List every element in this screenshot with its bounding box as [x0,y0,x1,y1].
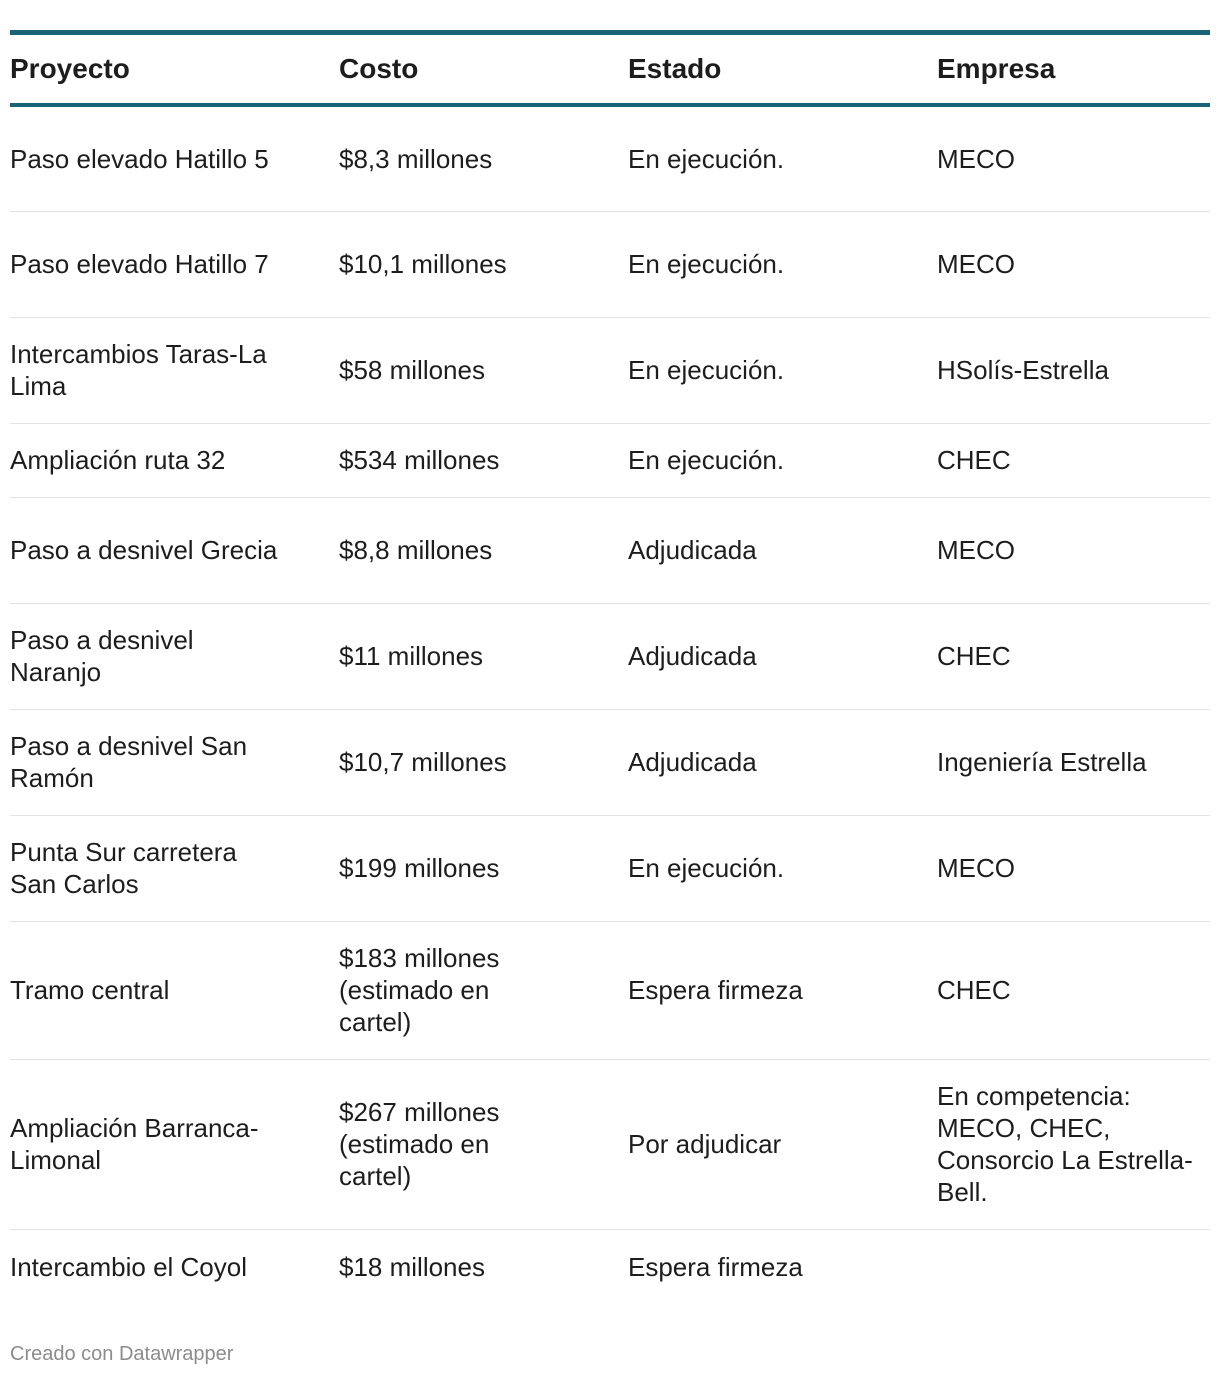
column-header-costo[interactable]: Costo [339,53,419,84]
cell-costo: $10,7 millones [339,747,507,777]
cell-costo: $58 millones [339,355,485,385]
cell-proyecto: Ampliación Barranca-Limonal [10,1113,259,1175]
cell-empresa [937,1229,1210,1304]
column-header-estado[interactable]: Estado [628,53,722,84]
cell-empresa: HSolís-Estrella [937,355,1109,385]
cell-proyecto: Paso elevado Hatillo 5 [10,143,269,174]
cell-proyecto: Paso a desnivel Grecia [10,535,278,565]
cell-costo: $11 millones [339,641,484,671]
cell-proyecto: Intercambio el Coyol [10,1251,247,1282]
cell-empresa: MECO [937,143,1015,174]
header-row [10,33,1210,106]
table-row [10,211,1210,317]
cell-costo: $10,1 millones [339,249,507,279]
cell-costo: $18 millones [339,1251,485,1282]
cell-estado: Adjudicada [628,641,757,671]
datawrapper-credit[interactable]: Creado con Datawrapper [10,1343,234,1365]
table-row [10,1229,1210,1304]
cell-empresa: En competencia: MECO, CHEC, Consorcio La Estrella-Bell. [937,1081,1193,1207]
cell-estado: En ejecución. [628,249,785,279]
cell-estado: En ejecución. [628,445,785,475]
cell-empresa: Ingeniería Estrella [937,747,1147,777]
table-row [10,921,1210,1059]
cell-proyecto: Intercambios Taras-La Lima [10,339,267,401]
cell-proyecto: Ampliación ruta 32 [10,445,226,475]
table-row [10,497,1210,603]
table-body [10,105,1210,1304]
data-table [10,30,1210,1304]
cell-costo: $534 millones [339,445,500,475]
cell-proyecto: Paso elevado Hatillo 7 [10,249,269,279]
cell-estado: En ejecución. [628,853,785,883]
cell-estado: Adjudicada [628,747,757,777]
cell-empresa: CHEC [937,641,1011,671]
cell-estado: En ejecución. [628,143,785,174]
cell-empresa: MECO [937,853,1015,883]
cell-costo: $267 millones (estimado en cartel) [339,1097,500,1191]
table-row [10,317,1210,423]
cell-estado: En ejecución. [628,355,785,385]
table-row [10,423,1210,497]
cell-estado: Espera firmeza [628,1251,803,1282]
cell-proyecto: Paso a desnivel Naranjo [10,625,194,687]
cell-costo: $8,8 millones [339,535,493,565]
cell-costo: $8,3 millones [339,143,493,174]
cell-empresa: CHEC [937,975,1011,1005]
cell-proyecto: Punta Sur carretera San Carlos [10,837,237,899]
column-header-empresa[interactable]: Empresa [937,53,1056,84]
cell-costo: $183 millones (estimado en cartel) [339,943,500,1037]
cell-proyecto: Paso a desnivel San Ramón [10,731,248,793]
cell-costo: $199 millones [339,853,500,883]
table-row [10,603,1210,709]
column-header-proyecto[interactable]: Proyecto [10,53,130,84]
table-row [10,709,1210,815]
cell-estado: Por adjudicar [628,1129,782,1159]
table-row [10,1059,1210,1229]
table-row [10,815,1210,921]
table-row [10,105,1210,211]
cell-estado: Espera firmeza [628,975,803,1005]
cell-estado: Adjudicada [628,535,757,565]
cell-empresa: MECO [937,249,1015,279]
cell-empresa: MECO [937,535,1015,565]
cell-empresa: CHEC [937,445,1011,475]
cell-proyecto: Tramo central [10,975,170,1005]
table-header [10,33,1210,106]
